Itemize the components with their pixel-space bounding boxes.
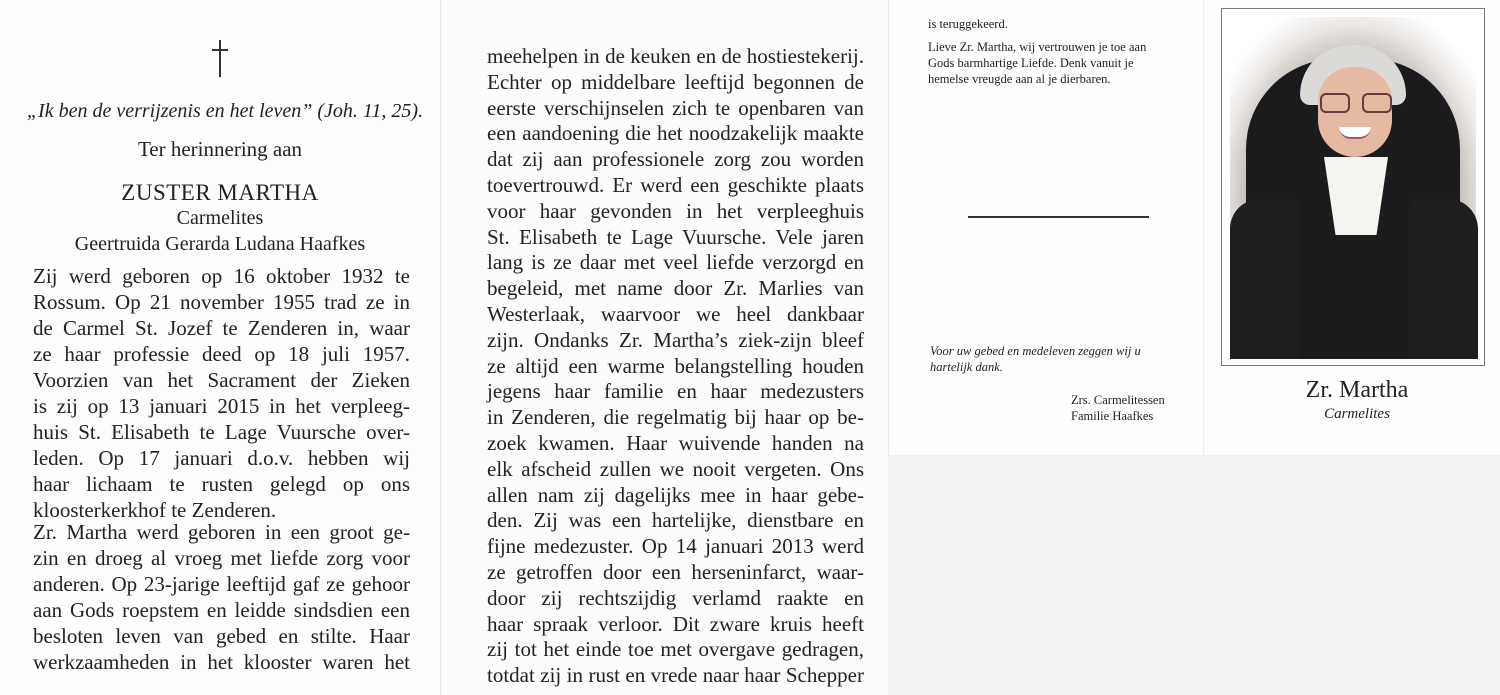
text-line: Gods barmhartige Liefde. Denk vanuit je — [928, 56, 1134, 70]
text-line: Voorzien van het Sacrament der Zieken — [33, 368, 410, 392]
text-line: besloten leven van gebed en stilte. Haar — [33, 624, 410, 648]
text-line: den. Zij was een hartelijke, dienstbare en — [487, 508, 864, 533]
text-line: lang is ze daar met veel liefde verzorgd en — [487, 250, 864, 275]
deceased-title: ZUSTER MARTHA — [121, 180, 319, 205]
text-line: fijne medezuster. Op 14 januari 2013 werd — [487, 534, 864, 559]
photo-caption-name: Zr. Martha — [1305, 377, 1409, 403]
biography-paragraph-1 — [33, 263, 410, 523]
fold-line — [1203, 0, 1204, 455]
text-line: dat zij aan professionele zorg zou worden — [487, 147, 864, 172]
text-line: elk afscheid zullen we nooit vergeten. Ons — [487, 456, 864, 481]
text-line: haar lichaam te rusten gelegd op ons — [33, 472, 410, 496]
signers — [1071, 392, 1211, 424]
fold-line — [888, 0, 889, 455]
text-line: zij tot het einde toe met overgave gedragen, — [487, 637, 864, 662]
text-line: aan Gods roepstem en leidde sindsdien een — [33, 598, 410, 622]
order-name: Carmelites — [176, 207, 264, 229]
photo-caption-order: Carmelites — [1324, 406, 1390, 422]
signer-line: Zrs. Carmelitessen — [1071, 393, 1165, 407]
text-line: is zij op 13 januari 2015 in het verpleeg- — [33, 394, 410, 418]
portrait-photo — [1221, 8, 1485, 366]
text-line: Westerlaak, waarvoor we heel dankbaar — [487, 301, 864, 326]
text-line: zijn. Ondanks Zr. Martha’s ziek-zijn bleef — [487, 327, 864, 352]
text-line: ze getroffen door een herseninfarct, waar- — [487, 559, 864, 584]
text-line: hartelijk dank. — [930, 360, 1003, 374]
text-line: werkzaamheden in het klooster waren het — [33, 650, 410, 674]
bible-quote: „Ik ben de verrijzenis en het leven” (Joh. 11, 25). — [26, 100, 424, 122]
text-line: de Carmel St. Jozef te Zenderen in, waar — [33, 316, 410, 340]
text-line: Zr. Martha werd geboren in een groot ge- — [33, 520, 410, 544]
text-line: zin en droeg al vroeg met liefde zorg voor — [33, 546, 410, 570]
text-line: ze altijd een warme belangstelling houden — [487, 353, 864, 378]
farewell-text — [928, 39, 1190, 87]
text-line: Lieve Zr. Martha, wij vertrouwen je toe aan — [928, 40, 1147, 54]
text-line: totdat zij in rust en vrede naar haar Schepper — [487, 663, 864, 688]
text-line: haar spraak verloor. Dit zware kruis heeft — [487, 611, 864, 636]
closing-line: is teruggekeerd. — [928, 17, 1008, 31]
text-line: begeleid, met name door Zr. Marlies van — [487, 276, 864, 301]
text-line: voor haar gevonden in het verpleeghuis — [487, 198, 864, 223]
text-line: leden. Op 17 januari d.o.v. hebben wij — [33, 446, 410, 470]
empty-area — [888, 455, 1500, 695]
signer-line: Familie Haafkes — [1071, 409, 1154, 423]
text-line: St. Elisabeth te Lage Vuursche. Vele jaren — [487, 224, 864, 249]
text-line: meehelpen in de keuken en de hostiestekerij. — [487, 44, 864, 68]
closing-text — [928, 16, 1190, 87]
text-line: een aandoening die het noodzakelijk maakte — [487, 121, 864, 146]
text-line: in Zenderen, die regelmatig bij haar op be- — [487, 405, 864, 430]
text-line: hemelse vreugde aan al je dierbaren. — [928, 72, 1111, 86]
text-line: toevertrouwd. Er werd een geschikte plaats — [487, 172, 864, 197]
text-line: eerste verschijnselen zich te openbaren van — [487, 95, 864, 120]
text-line: allen nam zij dagelijks mee in haar gebe- — [487, 482, 864, 507]
text-line: Rossum. Op 21 november 1955 trad ze in — [33, 290, 410, 314]
cross-icon — [219, 40, 221, 77]
full-name: Geertruida Gerarda Ludana Haafkes — [74, 233, 366, 255]
text-line: huis St. Elisabeth te Lage Vuursche over- — [33, 420, 410, 444]
text-line: anderen. Op 23-jarige leeftijd gaf ze gehoor — [33, 572, 410, 596]
thanks-text — [930, 343, 1190, 375]
text-line: Echter op middelbare leeftijd begonnen de — [487, 69, 864, 94]
text-line: Voor uw gebed en medeleven zeggen wij u — [930, 344, 1141, 358]
fold-line — [440, 0, 441, 695]
divider-line — [968, 216, 1149, 218]
text-line: ze haar professie deed op 18 juli 1957. — [33, 342, 410, 366]
text-line: Zij werd geboren op 16 oktober 1932 te — [33, 264, 410, 288]
text-line: door zij rechtszijdig verlamd raakte en — [487, 585, 864, 610]
biography-paragraph-2 — [33, 519, 410, 675]
text-line: jegens haar familie en haar medezusters — [487, 379, 864, 404]
text-line: zoek kwamen. Haar wuivende handen na — [487, 430, 864, 455]
biography-continued — [487, 44, 864, 689]
intro-text: Ter herinnering aan — [137, 137, 303, 161]
text-line: kloosterkerkhof te Zenderen. — [33, 498, 277, 522]
